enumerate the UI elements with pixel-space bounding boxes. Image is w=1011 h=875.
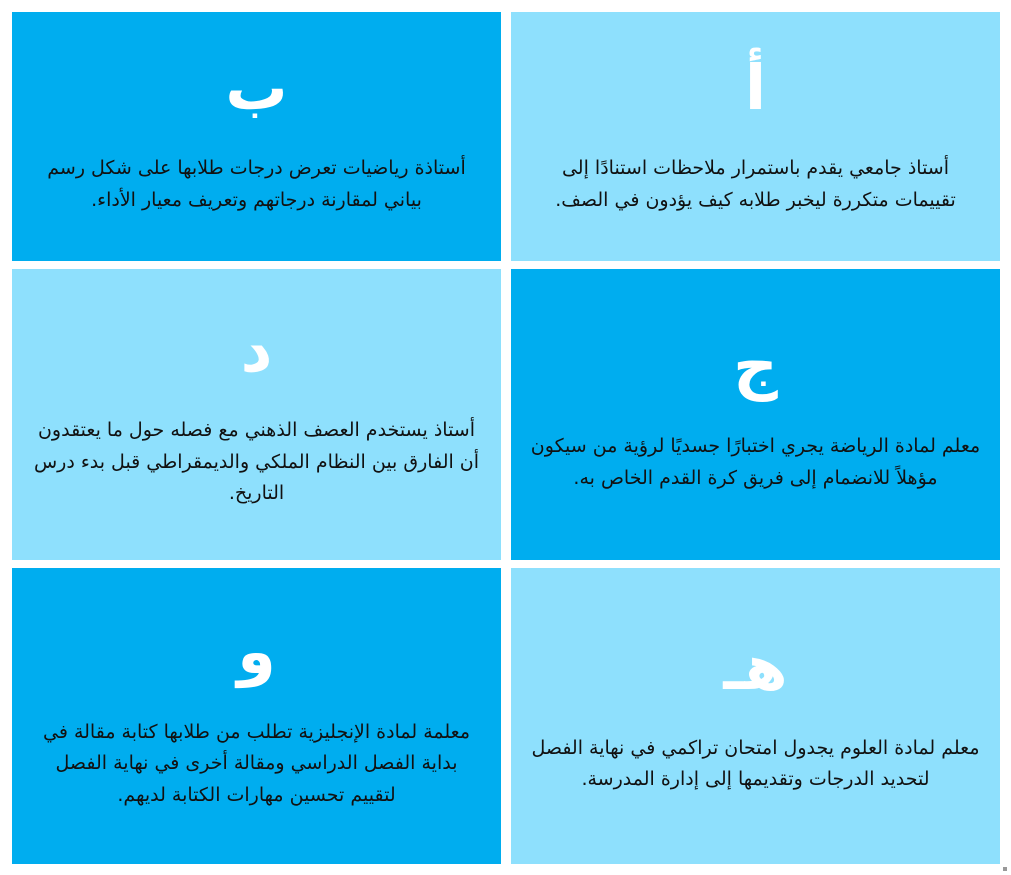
card-alif xyxy=(511,12,1000,261)
card-dal xyxy=(12,269,501,560)
card-letter: أ xyxy=(744,51,767,125)
card-waw xyxy=(12,568,501,864)
card-text: أستاذ جامعي يقدم باستمرار ملاحظات استنادًا إلى تقييمات متكررة ليخبر طلابه كيف يؤدون في الصف. xyxy=(555,157,956,211)
card-text: معلم لمادة العلوم يجدول امتحان تراكمي في نهاية الفصل لتحديد الدرجات وتقديمها إلى إدارة المدرسة. xyxy=(531,736,980,790)
corner-mark xyxy=(1003,867,1007,871)
card-letter: ج xyxy=(733,329,778,403)
card-ha xyxy=(511,568,1000,864)
card-ba xyxy=(12,12,501,261)
card-letter: د xyxy=(240,313,273,387)
card-letter: هـ xyxy=(723,630,788,704)
card-text: أستاذ يستخدم العصف الذهني مع فصله حول ما يعتقدون أن الفارق بين النظام الملكي والديمقراطي قبل بدء درس التاريخ. xyxy=(33,419,480,505)
card-jim xyxy=(511,269,1000,560)
card-text: أستاذة رياضيات تعرض درجات طلابها على شكل رسم بياني لمقارنة درجاتهم وتعريف معيار الأداء. xyxy=(47,157,466,211)
scenario-grid xyxy=(12,12,1000,864)
card-letter: و xyxy=(237,614,276,688)
card-text: معلم لمادة الرياضة يجري اختبارًا جسديًا لرؤية من سيكون مؤهلاً للانضمام إلى فريق كرة القدم الخاص به. xyxy=(530,435,981,489)
card-text: معلمة لمادة الإنجليزية تطلب من طلابها كتابة مقالة في بداية الفصل الدراسي ومقالة أخرى في نهاية الفصل لتقييم تحسين مهارات الكتابة لديهم. xyxy=(42,720,471,806)
card-letter: ب xyxy=(225,51,288,125)
